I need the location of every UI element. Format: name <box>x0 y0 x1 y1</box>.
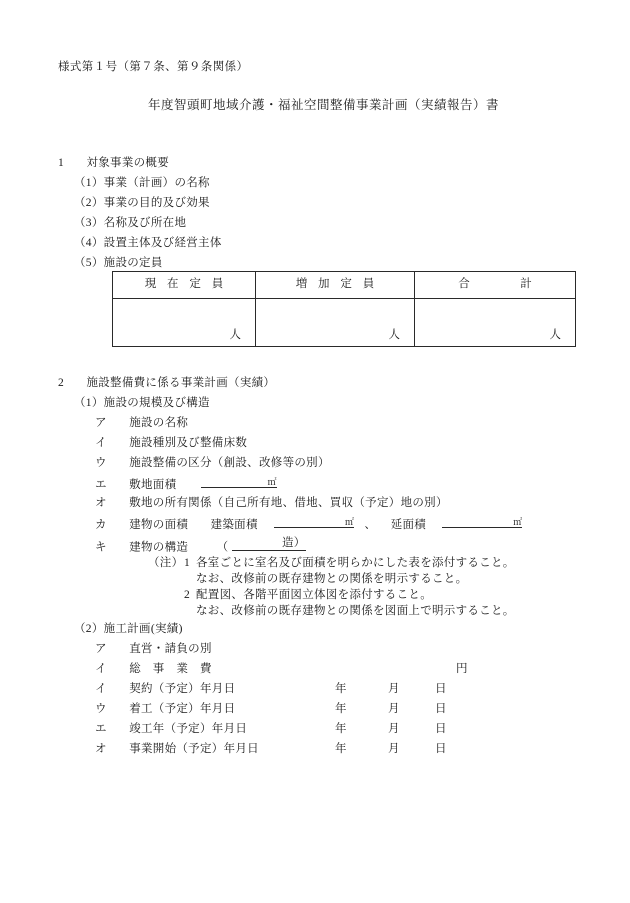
note-2-line-2: なお、改修前の既存建物との関係を図面上で明示すること。 <box>196 605 515 617</box>
sub2-item-start-construction-date-marker: ウ <box>95 703 107 715</box>
section1-item-5: （5）施設の定員 <box>74 257 163 269</box>
total-cost-unit: 円 <box>456 663 468 675</box>
sub2-item-a-text: 直営・請負の別 <box>129 643 212 655</box>
total-floor-area-unit: ㎡ <box>513 517 523 527</box>
section2-sub1-label: （1）施設の規模及び構造 <box>74 397 210 409</box>
sub1-item-u-marker: ウ <box>95 457 107 469</box>
sub2-item-business-start-date-text: 事業開始（予定）年月日 <box>129 743 259 755</box>
structure-paren-suffix: 造） <box>281 537 306 549</box>
sub2-item-start-construction-date <box>95 704 235 716</box>
sub1-item-ki-marker: キ <box>95 541 107 554</box>
site-area-input[interactable] <box>201 478 277 488</box>
sub1-item-e-text: 敷地面積 <box>129 479 177 491</box>
sub2-item-completion-date-marker: エ <box>95 723 107 735</box>
sub1-item-i-marker: イ <box>95 437 107 449</box>
note-1-number: 1 <box>184 557 191 569</box>
sub1-item-ki-text: 建物の構造 <box>129 541 189 554</box>
sub2-item-contract-date-marker: イ <box>95 683 107 695</box>
section2-sub2-label: （2）施工計画(実績) <box>74 623 183 635</box>
structure-paren-open: （ <box>216 541 229 554</box>
business-start-day: 日 <box>435 743 447 755</box>
sub1-item-o-marker: オ <box>95 497 107 509</box>
area-separator: 、 <box>364 519 377 531</box>
business-start-month: 月 <box>388 743 400 755</box>
business-start-year: 年 <box>335 743 347 755</box>
table-cell-total-unit[interactable]: 人 <box>415 299 576 347</box>
contract-date-month: 月 <box>388 683 400 695</box>
sub1-item-ki <box>95 538 306 554</box>
section2-heading <box>58 378 275 390</box>
sub2-item-contract-date <box>95 684 235 696</box>
building-area-input[interactable] <box>274 518 354 528</box>
note-2-line-1: 配置図、各階平面図立体図を添付すること。 <box>196 589 432 601</box>
table-header-total: 合 計 <box>415 272 576 299</box>
completion-month: 月 <box>388 723 400 735</box>
sub1-item-a <box>95 418 188 430</box>
table-cell-current-unit[interactable]: 人 <box>113 299 256 347</box>
section2-heading-text: 施設整備費に係る事業計画（実績） <box>86 377 276 389</box>
site-area-unit: ㎡ <box>267 477 277 487</box>
section1-heading-text: 対象事業の概要 <box>86 157 170 169</box>
total-floor-area-input[interactable] <box>442 518 522 528</box>
start-construction-year: 年 <box>335 703 347 715</box>
sub1-item-a-marker: ア <box>95 417 107 429</box>
contract-date-year: 年 <box>335 683 347 695</box>
building-area-label: 建築面積 <box>210 519 258 531</box>
table-row <box>113 299 576 347</box>
section1-item-4: （4）設置主体及び経営主体 <box>74 237 222 249</box>
section1-item-2: （2）事業の目的及び効果 <box>74 197 210 209</box>
sub2-item-business-start-date <box>95 744 259 756</box>
sub1-item-e-marker: エ <box>95 479 107 491</box>
contract-date-day: 日 <box>435 683 447 695</box>
total-floor-area-label: 延面積 <box>390 519 427 531</box>
notes-label: （注） <box>148 557 184 569</box>
sub1-item-ka-text: 建物の面積 <box>129 519 189 531</box>
section2-number: 2 <box>58 377 65 389</box>
sub2-item-completion-date-text: 竣工年（予定）年月日 <box>129 723 248 735</box>
sub1-item-e <box>95 478 277 492</box>
form-number: 様式第１号（第７条、第９条関係） <box>58 61 249 73</box>
sub1-item-ka-marker: カ <box>95 519 107 531</box>
sub1-item-u-text: 施設整備の区分（創設、改修等の別） <box>129 457 330 469</box>
sub2-item-total-cost-text: 総 事 業 費 <box>129 663 212 675</box>
table-header-increase: 増 加 定 員 <box>256 272 415 299</box>
table-header-row <box>113 272 576 299</box>
sub2-item-a <box>95 644 212 656</box>
page-title: 年度智頭町地域介護・福祉空間整備事業計画（実績報告）書 <box>148 98 500 112</box>
note-2-number: 2 <box>184 589 191 601</box>
sub1-item-o <box>95 498 448 510</box>
start-construction-day: 日 <box>435 703 447 715</box>
sub2-item-completion-date <box>95 724 247 736</box>
sub2-item-a-marker: ア <box>95 643 107 655</box>
sub1-item-u <box>95 458 330 470</box>
start-construction-month: 月 <box>388 703 400 715</box>
sub2-item-total-cost-marker: イ <box>95 663 107 675</box>
completion-day: 日 <box>435 723 447 735</box>
note-1-line-2: なお、改修前の既存建物との関係を明示すること。 <box>196 573 468 585</box>
sub2-item-contract-date-text: 契約（予定）年月日 <box>129 683 236 695</box>
building-area-unit: ㎡ <box>344 517 355 527</box>
sub2-item-total-cost <box>95 664 212 676</box>
building-structure-input[interactable] <box>232 538 306 551</box>
sub1-item-o-text: 敷地の所有関係（自己所有地、借地、買収（予定）地の別） <box>129 497 448 509</box>
section1-item-1: （1）事業（計画）の名称 <box>74 177 210 189</box>
table-cell-increase-unit[interactable]: 人 <box>256 299 415 347</box>
section1-heading <box>58 158 169 170</box>
sub1-item-ka <box>95 518 522 532</box>
table-header-current: 現 在 定 員 <box>113 272 256 299</box>
completion-year: 年 <box>335 723 347 735</box>
sub2-item-business-start-date-marker: オ <box>95 743 107 755</box>
sub1-item-i-text: 施設種別及び整備床数 <box>129 437 248 449</box>
sub1-item-i <box>95 438 247 450</box>
section1-number: 1 <box>58 157 65 169</box>
note-1-line-1: 各室ごとに室名及び面積を明らかにした表を添付すること。 <box>196 557 515 569</box>
sub1-item-a-text: 施設の名称 <box>129 417 189 429</box>
section1-item-3: （3）名称及び所在地 <box>74 217 187 229</box>
capacity-table <box>112 271 576 347</box>
sub2-item-start-construction-date-text: 着工（予定）年月日 <box>129 703 236 715</box>
